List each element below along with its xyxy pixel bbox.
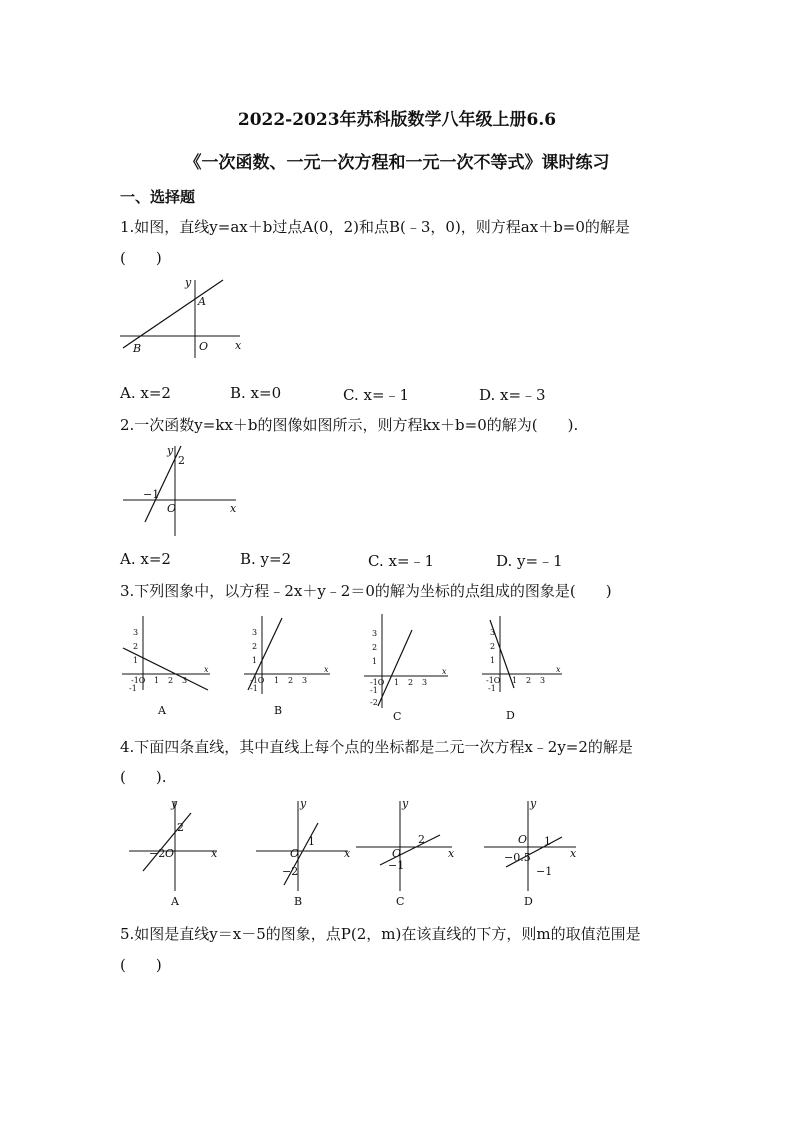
svg-text:3: 3 xyxy=(490,628,496,637)
q5-stem: 5.如图是直线y＝x－5的图象，点P(2，m)在该直线的下方，则m的取值范围是 xyxy=(120,925,641,943)
svg-text:O: O xyxy=(165,847,175,860)
figure-caption: B xyxy=(274,704,283,717)
q1-option-d[interactable]: D. x=﹣3 xyxy=(479,386,546,404)
x-label: x xyxy=(230,502,237,515)
q3-figure-a xyxy=(118,612,213,722)
figure-caption: C xyxy=(393,710,402,723)
origin-label: O xyxy=(199,340,209,353)
figure-caption: A xyxy=(158,704,166,717)
q4-stem: 4.下面四条直线，其中直线上每个点的坐标都是二元一次方程x﹣2y=2的解是 xyxy=(120,738,633,756)
svg-text:2: 2 xyxy=(526,676,532,685)
svg-text:2: 2 xyxy=(418,833,425,846)
q2-option-c[interactable]: C. x=﹣1 xyxy=(368,552,435,570)
svg-text:y: y xyxy=(300,797,307,810)
svg-text:-1: -1 xyxy=(250,684,258,693)
svg-text:y: y xyxy=(402,797,409,810)
svg-text:-1O: -1O xyxy=(370,678,385,687)
svg-text:y: y xyxy=(530,797,537,810)
svg-text:-1: -1 xyxy=(488,684,496,693)
q2-option-a[interactable]: A. x=2 xyxy=(120,550,171,568)
svg-text:1: 1 xyxy=(154,676,160,685)
svg-text:O: O xyxy=(392,847,402,860)
q4-paren: ( ). xyxy=(120,768,167,786)
q4-figure-b xyxy=(252,795,352,910)
q1-option-c[interactable]: C. x=﹣1 xyxy=(343,386,410,404)
svg-text:2: 2 xyxy=(372,643,378,652)
svg-text:1: 1 xyxy=(252,656,258,665)
svg-text:2: 2 xyxy=(490,642,496,651)
x-label: x xyxy=(235,339,242,352)
svg-text:1: 1 xyxy=(394,678,400,687)
svg-text:x: x xyxy=(204,665,209,674)
line-ab xyxy=(123,280,223,348)
figure-caption: D xyxy=(506,709,515,722)
svg-text:-1O: -1O xyxy=(131,676,146,685)
y-label: y xyxy=(185,276,192,289)
origin-label: O xyxy=(167,502,177,515)
svg-text:1: 1 xyxy=(490,656,496,665)
svg-text:−1: −1 xyxy=(536,865,553,878)
svg-text:−0.5: −0.5 xyxy=(504,851,531,864)
svg-text:-1: -1 xyxy=(370,686,378,695)
svg-text:y: y xyxy=(171,797,178,810)
svg-text:x: x xyxy=(344,847,351,860)
q1-option-b[interactable]: B. x=0 xyxy=(230,384,282,402)
q1-stem: 1.如图，直线y=ax＋b过点A(0，2)和点B(﹣3，0)，则方程ax＋b=0的解是 xyxy=(120,218,630,236)
q4-figure-a xyxy=(125,795,225,910)
svg-text:3: 3 xyxy=(302,676,308,685)
figure-caption: A xyxy=(171,895,179,908)
svg-text:2: 2 xyxy=(408,678,414,687)
point-b-label: B xyxy=(133,342,142,355)
svg-text:1: 1 xyxy=(372,657,378,666)
svg-text:−1: −1 xyxy=(388,859,405,872)
figure-caption: D xyxy=(524,895,533,908)
svg-text:O: O xyxy=(290,847,300,860)
svg-text:1: 1 xyxy=(512,676,518,685)
figure-caption: B xyxy=(294,895,303,908)
svg-text:-1O: -1O xyxy=(250,676,265,685)
y-label: y xyxy=(167,444,174,457)
svg-text:−2: −2 xyxy=(149,847,166,860)
svg-text:3: 3 xyxy=(540,676,546,685)
q1-figure xyxy=(115,272,255,362)
svg-text:x: x xyxy=(324,665,329,674)
svg-text:2: 2 xyxy=(168,676,174,685)
svg-text:2: 2 xyxy=(252,642,258,651)
q1-paren: ( ) xyxy=(120,249,162,267)
svg-text:3: 3 xyxy=(133,628,139,637)
q3-figure-d xyxy=(478,612,568,722)
point-a-label: A xyxy=(198,295,206,308)
svg-text:3: 3 xyxy=(422,678,428,687)
svg-text:−2: −2 xyxy=(282,865,299,878)
section-heading: 一、选择题 xyxy=(120,188,196,206)
q3-stem: 3.下列图象中，以方程﹣2x＋y﹣2＝0的解为坐标的点组成的图象是( ) xyxy=(120,582,612,600)
svg-text:-1O: -1O xyxy=(486,676,501,685)
q2-option-b[interactable]: B. y=2 xyxy=(240,550,292,568)
svg-text:3: 3 xyxy=(372,629,378,638)
svg-text:2: 2 xyxy=(177,821,184,834)
svg-text:x: x xyxy=(570,847,577,860)
svg-text:1: 1 xyxy=(133,656,139,665)
q3-figure-b xyxy=(240,612,335,722)
q4-figure-c xyxy=(352,795,457,910)
q2-option-d[interactable]: D. y=﹣1 xyxy=(496,552,563,570)
q3-figure-c xyxy=(360,608,455,723)
svg-text:-2: -2 xyxy=(370,698,378,707)
svg-text:-1: -1 xyxy=(129,684,137,693)
q5-paren: ( ) xyxy=(120,956,162,974)
svg-text:3: 3 xyxy=(182,676,188,685)
svg-text:2: 2 xyxy=(133,642,139,651)
svg-text:1: 1 xyxy=(308,835,315,848)
q2-figure xyxy=(118,440,243,540)
doc-title-line2: 《一次函数、一元一次方程和一元一次不等式》课时练习 xyxy=(184,153,610,173)
x-intercept-label: −1 xyxy=(143,488,160,501)
q1-option-a[interactable]: A. x=2 xyxy=(120,384,171,402)
svg-text:x: x xyxy=(211,847,218,860)
svg-text:x: x xyxy=(556,665,561,674)
svg-text:x: x xyxy=(448,847,455,860)
y-intercept-label: 2 xyxy=(178,454,185,467)
q2-stem: 2.一次函数y=kx＋b的图像如图所示，则方程kx＋b=0的解为( ). xyxy=(120,416,579,434)
svg-text:O: O xyxy=(518,833,528,846)
svg-text:1: 1 xyxy=(544,835,551,848)
q4-figure-d xyxy=(480,795,580,910)
graph-line xyxy=(378,630,412,706)
svg-text:1: 1 xyxy=(274,676,280,685)
svg-text:2: 2 xyxy=(288,676,294,685)
svg-text:3: 3 xyxy=(252,628,258,637)
svg-text:x: x xyxy=(442,667,447,676)
doc-title-line1: 2022-2023年苏科版数学八年级上册6.6 xyxy=(237,110,557,130)
figure-caption: C xyxy=(396,895,405,908)
